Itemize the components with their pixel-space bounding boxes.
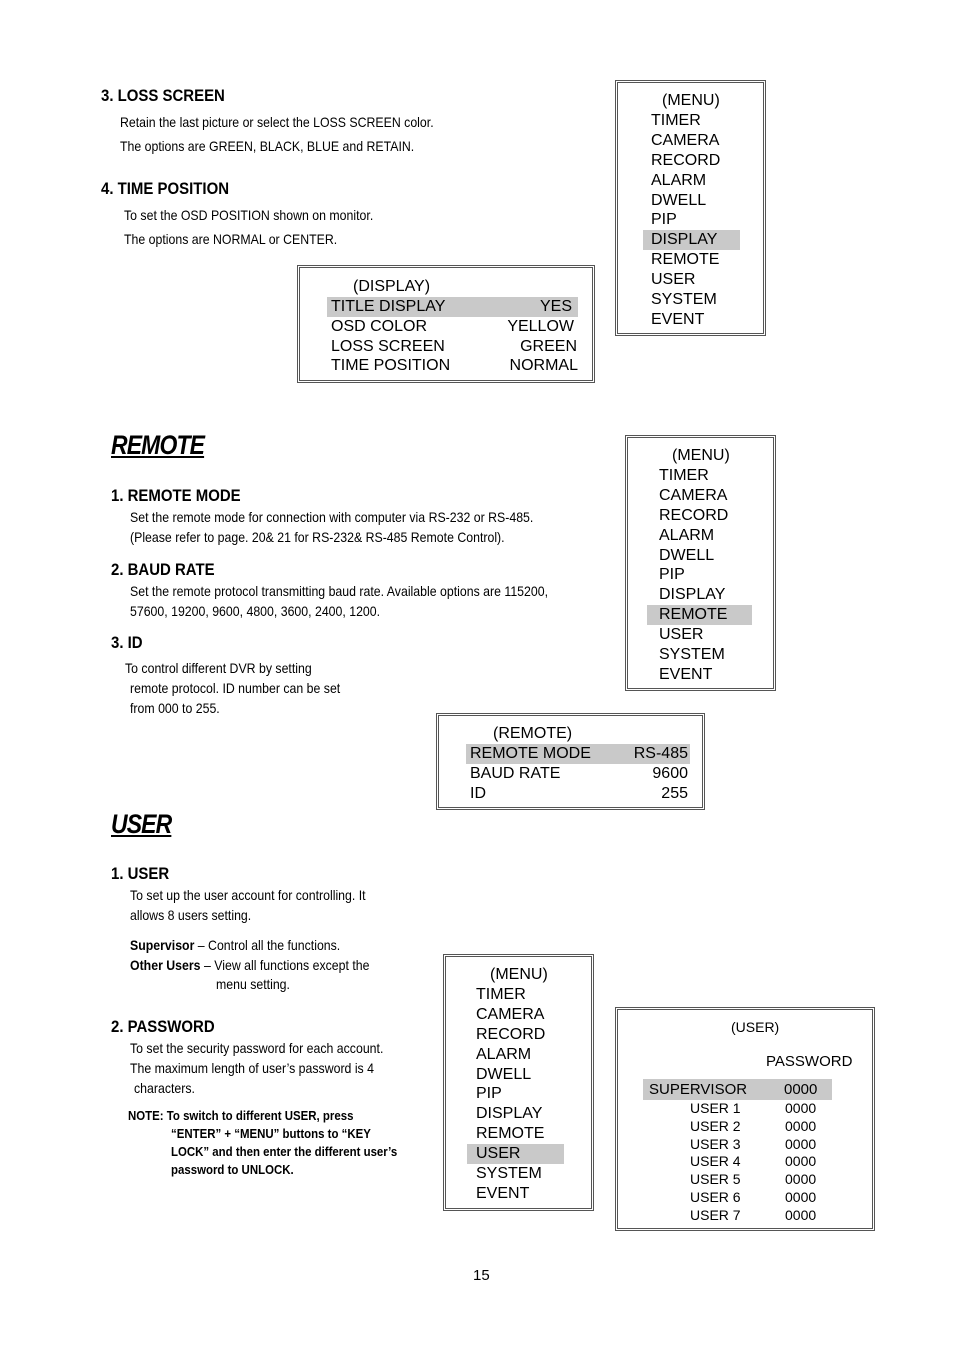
remote-row-id (466, 784, 688, 804)
menu-item-dwell: DWELL (476, 1065, 532, 1083)
supervisor-label: Supervisor (130, 937, 195, 953)
id-line-3: from 000 to 255. (130, 700, 220, 716)
remote-row-value: 255 (661, 785, 688, 802)
user-row-label: USER 2 (690, 1118, 741, 1134)
user-row-value: 0000 (785, 1118, 817, 1134)
menu-item-timer: TIMER (651, 112, 701, 129)
other-users-label: Other Users (130, 957, 201, 973)
user-settings-box (615, 1007, 875, 1231)
menu-list (467, 985, 564, 1204)
remote-row-label: BAUD RATE (470, 765, 561, 782)
remote-mode-heading: 1. REMOTE MODE (111, 486, 241, 505)
user-row-label: USER 4 (690, 1153, 741, 1169)
menu-item-display: DISPLAY (476, 1105, 543, 1123)
display-row-value: YES (539, 298, 572, 315)
password-line-3: characters. (134, 1080, 195, 1096)
id-heading: 3. ID (111, 633, 143, 652)
loss-screen-line-2: The options are GREEN, BLACK, BLUE and RETAIN. (120, 138, 415, 154)
menu-item-event: EVENT (476, 1184, 530, 1202)
user-row-label: SUPERVISOR (649, 1081, 748, 1098)
menu-item-record: RECORD (659, 506, 729, 524)
display-row-title-display (327, 297, 578, 317)
user-section-title: USER (111, 809, 172, 839)
display-settings-box (297, 265, 595, 383)
menu-item-camera: CAMERA (659, 486, 728, 504)
time-position-line-1: To set the OSD POSITION shown on monitor. (124, 207, 374, 223)
user-row-label: USER 7 (690, 1207, 741, 1223)
menu-box-display (615, 80, 766, 336)
display-row-label: OSD COLOR (331, 318, 428, 335)
display-row-label: LOSS SCREEN (331, 338, 445, 355)
menu-item-event: EVENT (659, 665, 713, 683)
note-line-3: LOCK” and then enter the different user’s (171, 1144, 398, 1159)
password-line-1: To set the security password for each account. (130, 1040, 384, 1056)
user-row-value: 0000 (785, 1100, 817, 1116)
remote-section-title: REMOTE (111, 430, 205, 460)
menu-box-user (443, 954, 594, 1211)
menu-item-user: USER (659, 626, 704, 644)
user-row-value: 0000 (785, 1136, 817, 1152)
menu-item-timer: TIMER (476, 986, 526, 1003)
baud-rate-line-1: Set the remote protocol transmitting baud rate. Available options are 115200, (130, 583, 549, 599)
baud-rate-heading: 2. BAUD RATE (111, 560, 215, 579)
remote-row-value: RS-485 (633, 745, 688, 762)
menu-item-camera: CAMERA (476, 1005, 545, 1023)
menu-list (643, 111, 740, 330)
display-row-value: GREEN (520, 338, 577, 355)
menu-item-record: RECORD (476, 1025, 546, 1043)
user-box-title: (USER) (731, 1019, 780, 1035)
menu-item-alarm: ALARM (651, 171, 707, 189)
other-users-text-2: menu setting. (216, 976, 290, 992)
menu-list (647, 466, 752, 685)
user-row-value: 0000 (785, 1171, 817, 1187)
user-line-1: To set up the user account for controlling. It (130, 887, 366, 903)
time-position-heading: 4. TIME POSITION (101, 179, 230, 198)
remote-mode-line-2: (Please refer to page. 20& 21 for RS-232& RS-485 Remote Control). (130, 529, 505, 545)
loss-screen-line-1: Retain the last picture or select the LOSS SCREEN color. (120, 114, 434, 130)
display-row-loss-screen (327, 337, 577, 357)
menu-item-remote: REMOTE (651, 251, 720, 269)
menu-item-display: DISPLAY (659, 586, 726, 604)
menu-item-dwell: DWELL (659, 546, 715, 564)
user-row-label: USER 1 (690, 1100, 741, 1116)
remote-mode-line-1: Set the remote mode for connection with computer via RS-232 or RS-485. (130, 509, 534, 525)
menu-item-camera: CAMERA (651, 131, 720, 149)
note-line-4: password to UNLOCK. (171, 1162, 294, 1177)
menu-title: (MENU) (490, 966, 548, 983)
menu-box-remote (625, 435, 776, 691)
loss-screen-heading: 3. LOSS SCREEN (101, 86, 225, 105)
menu-item-record: RECORD (651, 151, 721, 169)
display-row-value: YELLOW (507, 318, 574, 335)
menu-item-remote: REMOTE (476, 1125, 545, 1143)
user-row-value: 0000 (785, 1153, 817, 1169)
remote-row-mode (466, 744, 690, 764)
user-row-label: USER 5 (690, 1171, 741, 1187)
password-column-header: PASSWORD (766, 1053, 853, 1070)
remote-row-baud (466, 764, 688, 784)
menu-item-system: SYSTEM (651, 291, 717, 309)
menu-title: (MENU) (662, 92, 720, 109)
password-line-2: The maximum length of user’s password is 4 (130, 1060, 374, 1076)
menu-item-user: USER (467, 1144, 564, 1164)
display-row-osd-color (327, 317, 574, 337)
menu-item-system: SYSTEM (659, 646, 725, 664)
menu-title: (MENU) (672, 447, 730, 464)
menu-item-event: EVENT (651, 310, 705, 328)
menu-item-dwell: DWELL (651, 191, 707, 209)
note-line-1: NOTE: To switch to different USER, press (128, 1108, 354, 1123)
id-line-1: To control different DVR by setting (125, 660, 312, 676)
user-line-2: allows 8 users setting. (130, 907, 252, 923)
supervisor-text: – Control all the functions. (194, 937, 341, 953)
note-line-2: “ENTER” + “MENU” buttons to “KEY (171, 1126, 371, 1141)
display-row-label: TITLE DISPLAY (331, 298, 446, 315)
password-heading: 2. PASSWORD (111, 1017, 215, 1036)
supervisor-description (130, 935, 340, 955)
menu-item-pip: PIP (476, 1085, 502, 1103)
page-number: 15 (473, 1267, 490, 1284)
user-heading: 1. USER (111, 864, 170, 883)
display-row-value: NORMAL (509, 357, 578, 374)
user-row-label: USER 3 (690, 1136, 741, 1152)
baud-rate-line-2: 57600, 19200, 9600, 4800, 3600, 2400, 1200. (130, 603, 381, 619)
menu-item-pip: PIP (651, 211, 677, 229)
menu-item-alarm: ALARM (659, 526, 715, 544)
remote-row-label: REMOTE MODE (470, 745, 591, 762)
remote-row-label: ID (470, 785, 486, 802)
menu-item-remote: REMOTE (647, 605, 752, 625)
id-line-2: remote protocol. ID number can be set (130, 680, 341, 696)
display-row-label: TIME POSITION (331, 357, 451, 374)
menu-item-user: USER (651, 271, 696, 289)
menu-item-display: DISPLAY (643, 230, 740, 250)
user-row-label: USER 6 (690, 1189, 741, 1205)
remote-row-value: 9600 (652, 765, 688, 782)
remote-box-title: (REMOTE) (493, 725, 573, 742)
menu-item-timer: TIMER (659, 467, 709, 484)
user-row-value: 0000 (785, 1189, 817, 1205)
other-users-text: – View all functions except the (200, 957, 370, 973)
menu-item-pip: PIP (659, 566, 685, 584)
other-users-description (130, 955, 369, 975)
user-row-value: 0000 (785, 1207, 817, 1223)
user-row-value: 0000 (784, 1081, 818, 1098)
remote-settings-box (436, 713, 705, 810)
time-position-line-2: The options are NORMAL or CENTER. (124, 231, 338, 247)
user-row-supervisor (643, 1079, 832, 1100)
display-box-title: (DISPLAY) (353, 278, 431, 295)
menu-item-alarm: ALARM (476, 1045, 532, 1063)
display-row-time-position (327, 356, 578, 376)
menu-item-system: SYSTEM (476, 1165, 542, 1183)
